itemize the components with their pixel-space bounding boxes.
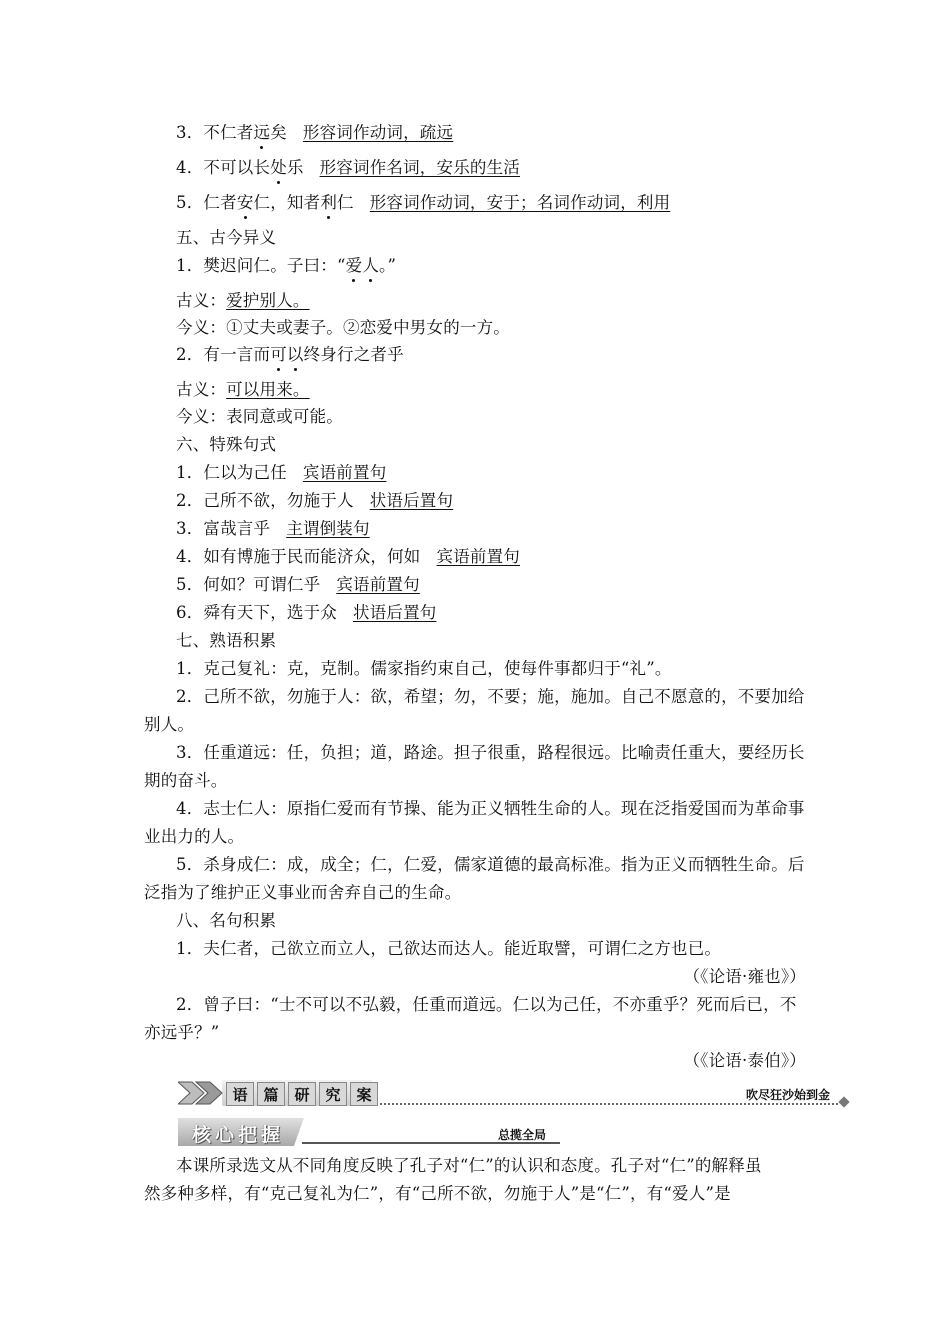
- banner-tagline: 吹尽狂沙始到金: [745, 1088, 830, 1102]
- sentence-item-3: 3．富哉言乎 主谓倒装句: [176, 519, 370, 538]
- section-heading-8: 八、名句积累: [176, 911, 277, 930]
- banner-char: 研: [288, 1082, 316, 1106]
- idiom-item-2-line1: 2．己所不欲，勿施于人：欲，希望；勿，不要；施，施加。自己不愿意的，不要加给: [176, 687, 805, 706]
- idiom-item-4-line1: 4．志士仁人：原指仁爱而有节操、能为正义牺牲生命的人。现在泛指爱国而为革命事: [176, 799, 805, 818]
- diamond-icon: [838, 1096, 849, 1107]
- idiom-item-2-line2: 别人。: [144, 715, 195, 734]
- quote-item-2-line2: 亦远乎？”: [144, 1023, 220, 1042]
- idiom-item-5-line1: 5．杀身成仁：成，成全；仁，仁爱，儒家道德的最高标准。指为正义而牺牲生命。后: [176, 855, 805, 874]
- sentence-item-2: 2．己所不欲，勿施于人 状语后置句: [176, 491, 454, 510]
- modern-meaning-2: 今义：表同意或可能。: [176, 407, 343, 426]
- quote-item-2-line1: 2．曾子曰：“士不可以不弘毅，任重而道远。仁以为己任，不亦重乎？死而后已，不: [176, 995, 797, 1014]
- idiom-item-1: 1．克己复礼：克，克制。儒家指约束自己，使每件事都归于“礼”。: [176, 659, 672, 678]
- sentence-item-6: 6．舜有天下，选于众 状语后置句: [176, 603, 437, 622]
- quote-source-1: （《论语·雍也》）: [683, 967, 806, 986]
- subsection-tagline: 总揽全局: [497, 1128, 546, 1142]
- ancient-meaning-2: 古义：可以用来。: [176, 380, 310, 399]
- ancient-modern-item-2: 2．有一言而可以终身行之者乎: [176, 345, 404, 364]
- modern-meaning-1: 今义：①丈夫或妻子。②恋爱中男女的一方。: [176, 318, 510, 337]
- wordclass-item-5: 5．仁者安仁，知者利仁 形容词作动词，安于；名词作动词，利用: [176, 193, 671, 212]
- section-heading-5: 五、古今异义: [176, 228, 277, 247]
- idiom-item-5-line2: 泛指为了维护正义事业而舍弃自己的生命。: [144, 883, 462, 902]
- idiom-item-3-line1: 3．任重道远：任，负担；道，路途。担子很重，路程很远。比喻责任重大，要经历长: [176, 743, 805, 762]
- quote-source-2: （《论语·泰伯》）: [683, 1051, 806, 1070]
- analysis-paragraph-line2: 然多种多样，有“克己复礼为仁”，有“己所不欲，勿施于人”是“仁”，有“爱人”是: [144, 1184, 731, 1203]
- idiom-item-4-line2: 业出力的人。: [144, 827, 245, 846]
- idiom-item-3-line2: 期的奋斗。: [144, 771, 228, 790]
- wordclass-item-4: 4．不可以长处乐 形容词作名词，安乐的生活: [176, 158, 521, 177]
- sentence-item-4: 4．如有博施于民而能济众，何如 宾语前置句: [176, 547, 520, 566]
- banner-char: 案: [350, 1082, 378, 1106]
- banner-char: 语: [226, 1082, 254, 1106]
- wordclass-item-3: 3．不仁者远矣 形容词作动词，疏远: [176, 123, 454, 142]
- analysis-paragraph-line1: 本课所录选文从不同角度反映了孔子对“仁”的认识和态度。孔子对“仁”的解释虽: [176, 1156, 762, 1175]
- banner-char: 篇: [257, 1082, 285, 1106]
- section-heading-6: 六、特殊句式: [176, 435, 277, 454]
- double-chevron-icon: [178, 1080, 228, 1106]
- banner-dotted-line: [368, 1103, 838, 1105]
- subsection-banner: [178, 1118, 560, 1146]
- section-banner: [178, 1078, 848, 1110]
- subsection-title: 核心把握: [192, 1124, 285, 1146]
- banner-title: [226, 1082, 378, 1106]
- quote-item-1: 1．夫仁者，己欲立而立人，己欲达而达人。能近取譬，可谓仁之方也已。: [176, 939, 722, 958]
- ancient-meaning-1: 古义：爱护别人。: [176, 291, 310, 310]
- sentence-item-1: 1．仁以为己任 宾语前置句: [176, 463, 387, 482]
- banner-char: 究: [319, 1082, 347, 1106]
- sentence-item-5: 5．何如？可谓仁乎 宾语前置句: [176, 575, 420, 594]
- ancient-modern-item-1: 1．樊迟问仁。子曰：“爱人。”: [176, 256, 397, 275]
- section-heading-7: 七、熟语积累: [176, 631, 277, 650]
